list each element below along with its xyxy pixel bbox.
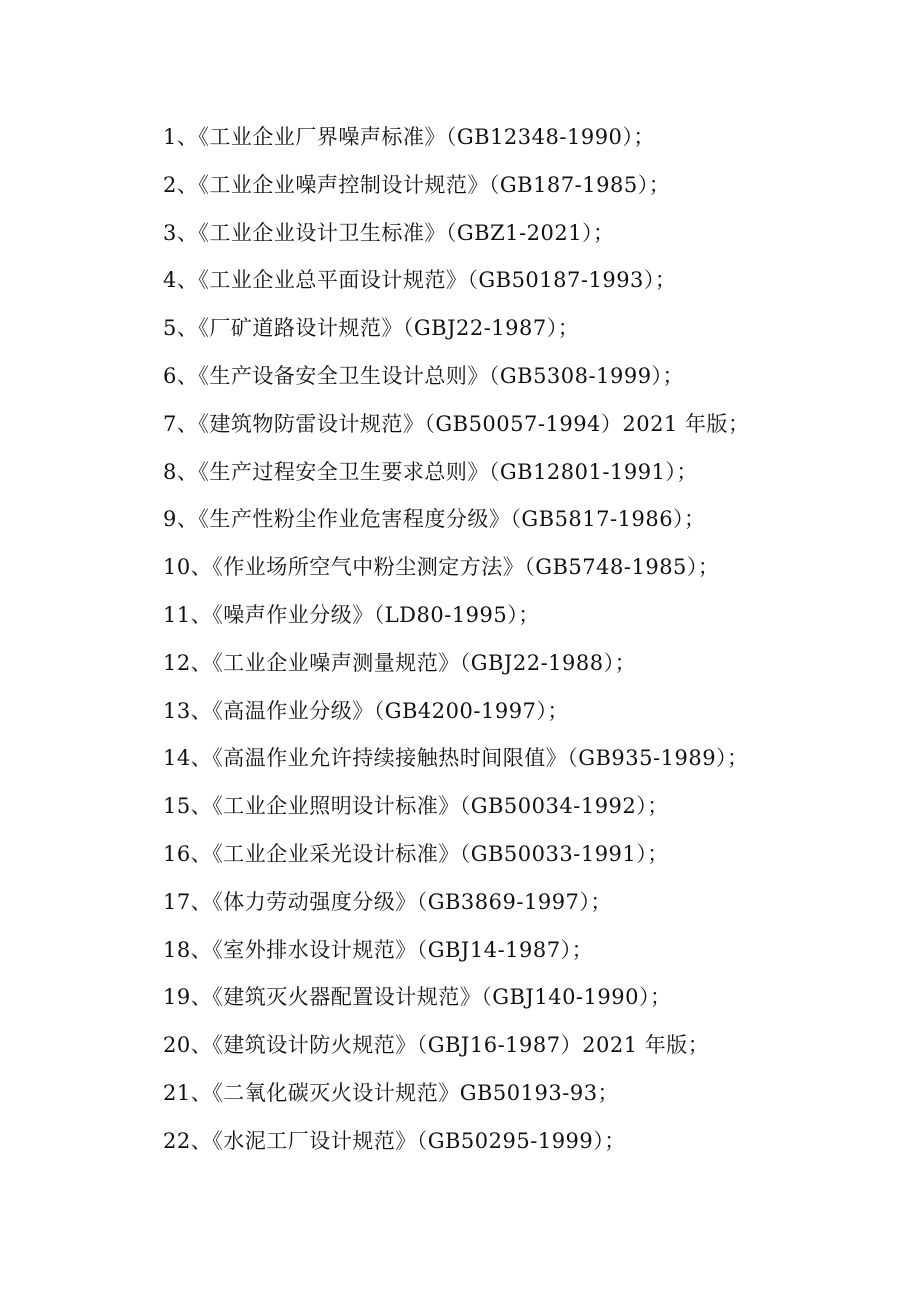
standards-list — [163, 117, 883, 1169]
list-item: 1、《工业企业厂界噪声标准》（GB12348-1990）； — [163, 125, 655, 149]
list-item: 17、《体力劳动强度分级》（GB3869-1997）； — [163, 889, 612, 914]
list-item: 12、《工业企业噪声测量规范》（GBJ22-1988）； — [163, 650, 637, 675]
list-item: 14、《高温作业允许持续接触热时间限值》（GB935-1989）； — [163, 746, 749, 771]
list-item: 7、《建筑物防雷设计规范》（GB50057-1994）2021 年版； — [163, 411, 750, 436]
list-item: 19、《建筑灭火器配置设计规范》（GBJ140-1990）； — [163, 985, 672, 1010]
list-item: 9、《生产性粉尘作业危害程度分级》（GB5817-1986）； — [163, 507, 706, 532]
list-item: 8、《生产过程安全卫生要求总则》（GB12801-1991）； — [163, 459, 698, 484]
list-item: 21、《二氧化碳灭火设计规范》GB50193-93； — [163, 1080, 620, 1105]
list-item: 5、《厂矿道路设计规范》（GBJ22-1987）； — [163, 316, 580, 341]
list-item: 6、《生产设备安全卫生设计总则》（GB5308-1999）； — [163, 363, 685, 388]
list-item: 4、《工业企业总平面设计规范》（GB50187-1993）； — [163, 268, 677, 293]
list-item: 10、《作业场所空气中粉尘测定方法》（GB5748-1985）； — [163, 555, 720, 580]
list-item: 16、《工业企业采光设计标准》（GB50033-1991）； — [163, 841, 669, 866]
list-item: 2、《工业企业噪声控制设计规范》（GB187-1985）； — [163, 172, 671, 197]
list-item: 13、《高温作业分级》（GB4200-1997）； — [163, 698, 569, 723]
list-item: 11、《噪声作业分级》（LD80-1995）； — [163, 602, 540, 627]
list-item: 20、《建筑设计防火规范》（GBJ16-1987）2021 年版； — [163, 1033, 710, 1058]
list-item: 18、《室外排水设计规范》（GBJ14-1987）； — [163, 937, 594, 962]
list-item: 15、《工业企业照明设计标准》（GB50034-1992）； — [163, 794, 669, 819]
list-item: 22、《水泥工厂设计规范》（GB50295-1999）； — [163, 1128, 626, 1153]
list-item: 3、《工业企业设计卫生标准》（GBZ1-2021）； — [163, 220, 615, 245]
